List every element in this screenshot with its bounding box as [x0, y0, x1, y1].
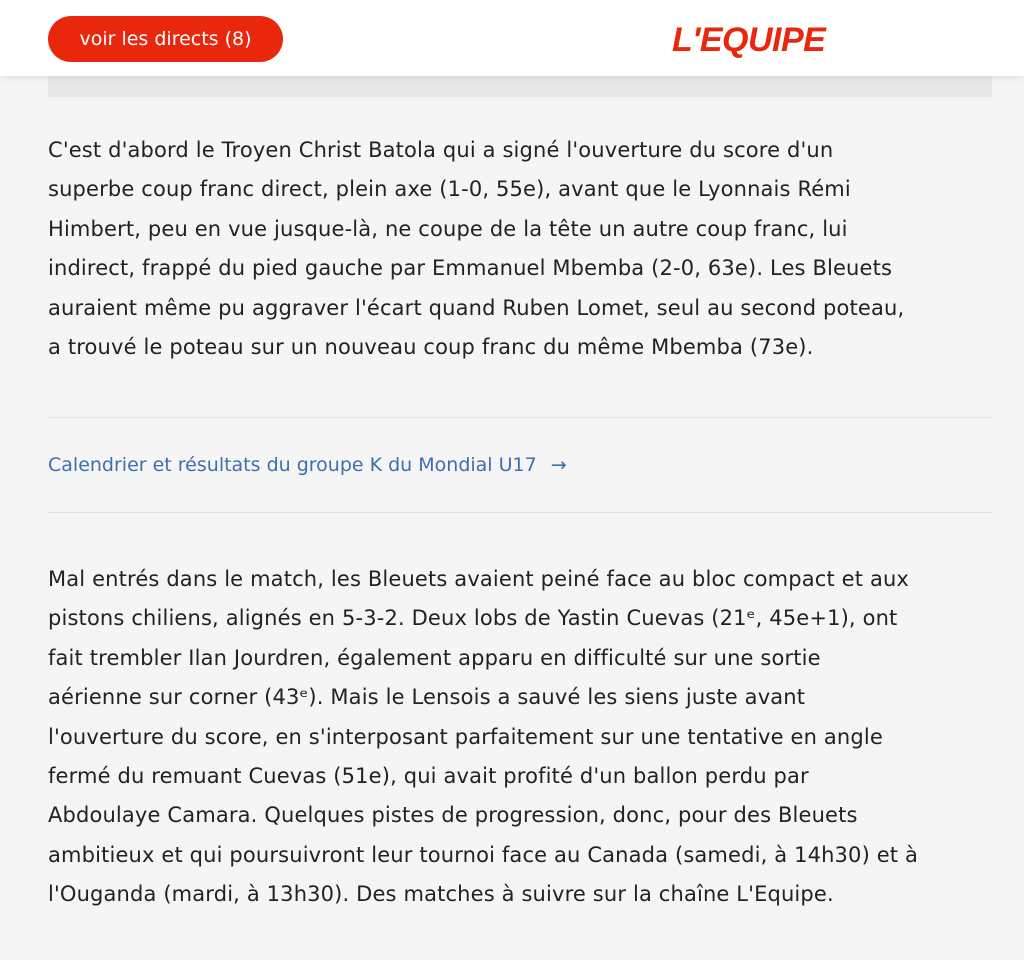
related-link-label: Calendrier et résultats du groupe K du Mondial U17 — [48, 454, 537, 476]
lequipe-logo[interactable]: L'EQUIPE — [672, 21, 826, 59]
article-paragraph: Mal entrés dans le match, les Bleuets avaient peiné face au bloc compact et aux pistons chiliens, alignés en 5-3-2. Deux lobs de Yastin Cuevas (21ᵉ, 45e+1), ont fait trembler Ilan Jourdren, également apparu en difficulté sur une sortie aérienne sur corner (43ᵉ). Mais le Lensois a sauvé les siens juste avant l'ouverture du score, en s'interposant parfaitement sur une tentative en angle fermé du remuant Cuevas (51e), qui avait profité d'un ballon perdu par Abdoulaye Camara. Quelques pistes de progression, donc, pour des Bleuets ambitieux et qui poursuivront leur tournoi face au Canada (samedi, à 14h30) et à l'Ouganda (mardi, à 13h30). Des matches à suivre sur la chaîne L'Equipe. — [48, 567, 919, 907]
divider — [48, 512, 992, 513]
divider — [48, 417, 992, 418]
article-paragraph: C'est d'abord le Troyen Christ Batola qui a signé l'ouverture du score d'un superbe coup franc direct, plein axe (1-0, 55e), avant que le Lyonnais Rémi Himbert, peu en vue jusque-là, ne coupe de la tête un autre coup franc, lui indirect, frappé du pied gauche par Emmanuel Mbemba (2-0, 63e). Les Bleuets auraient même pu aggraver l'écart quand Ruben Lomet, seul au second poteau, a trouvé le poteau sur un nouveau coup franc du même Mbemba (73e). — [48, 138, 905, 360]
arrow-right-icon: → — [550, 454, 567, 476]
ad-placeholder — [48, 76, 992, 97]
top-bar — [0, 0, 1024, 76]
related-article-link[interactable] — [48, 450, 567, 480]
live-matches-button[interactable]: voir les directs (8) — [48, 16, 283, 62]
